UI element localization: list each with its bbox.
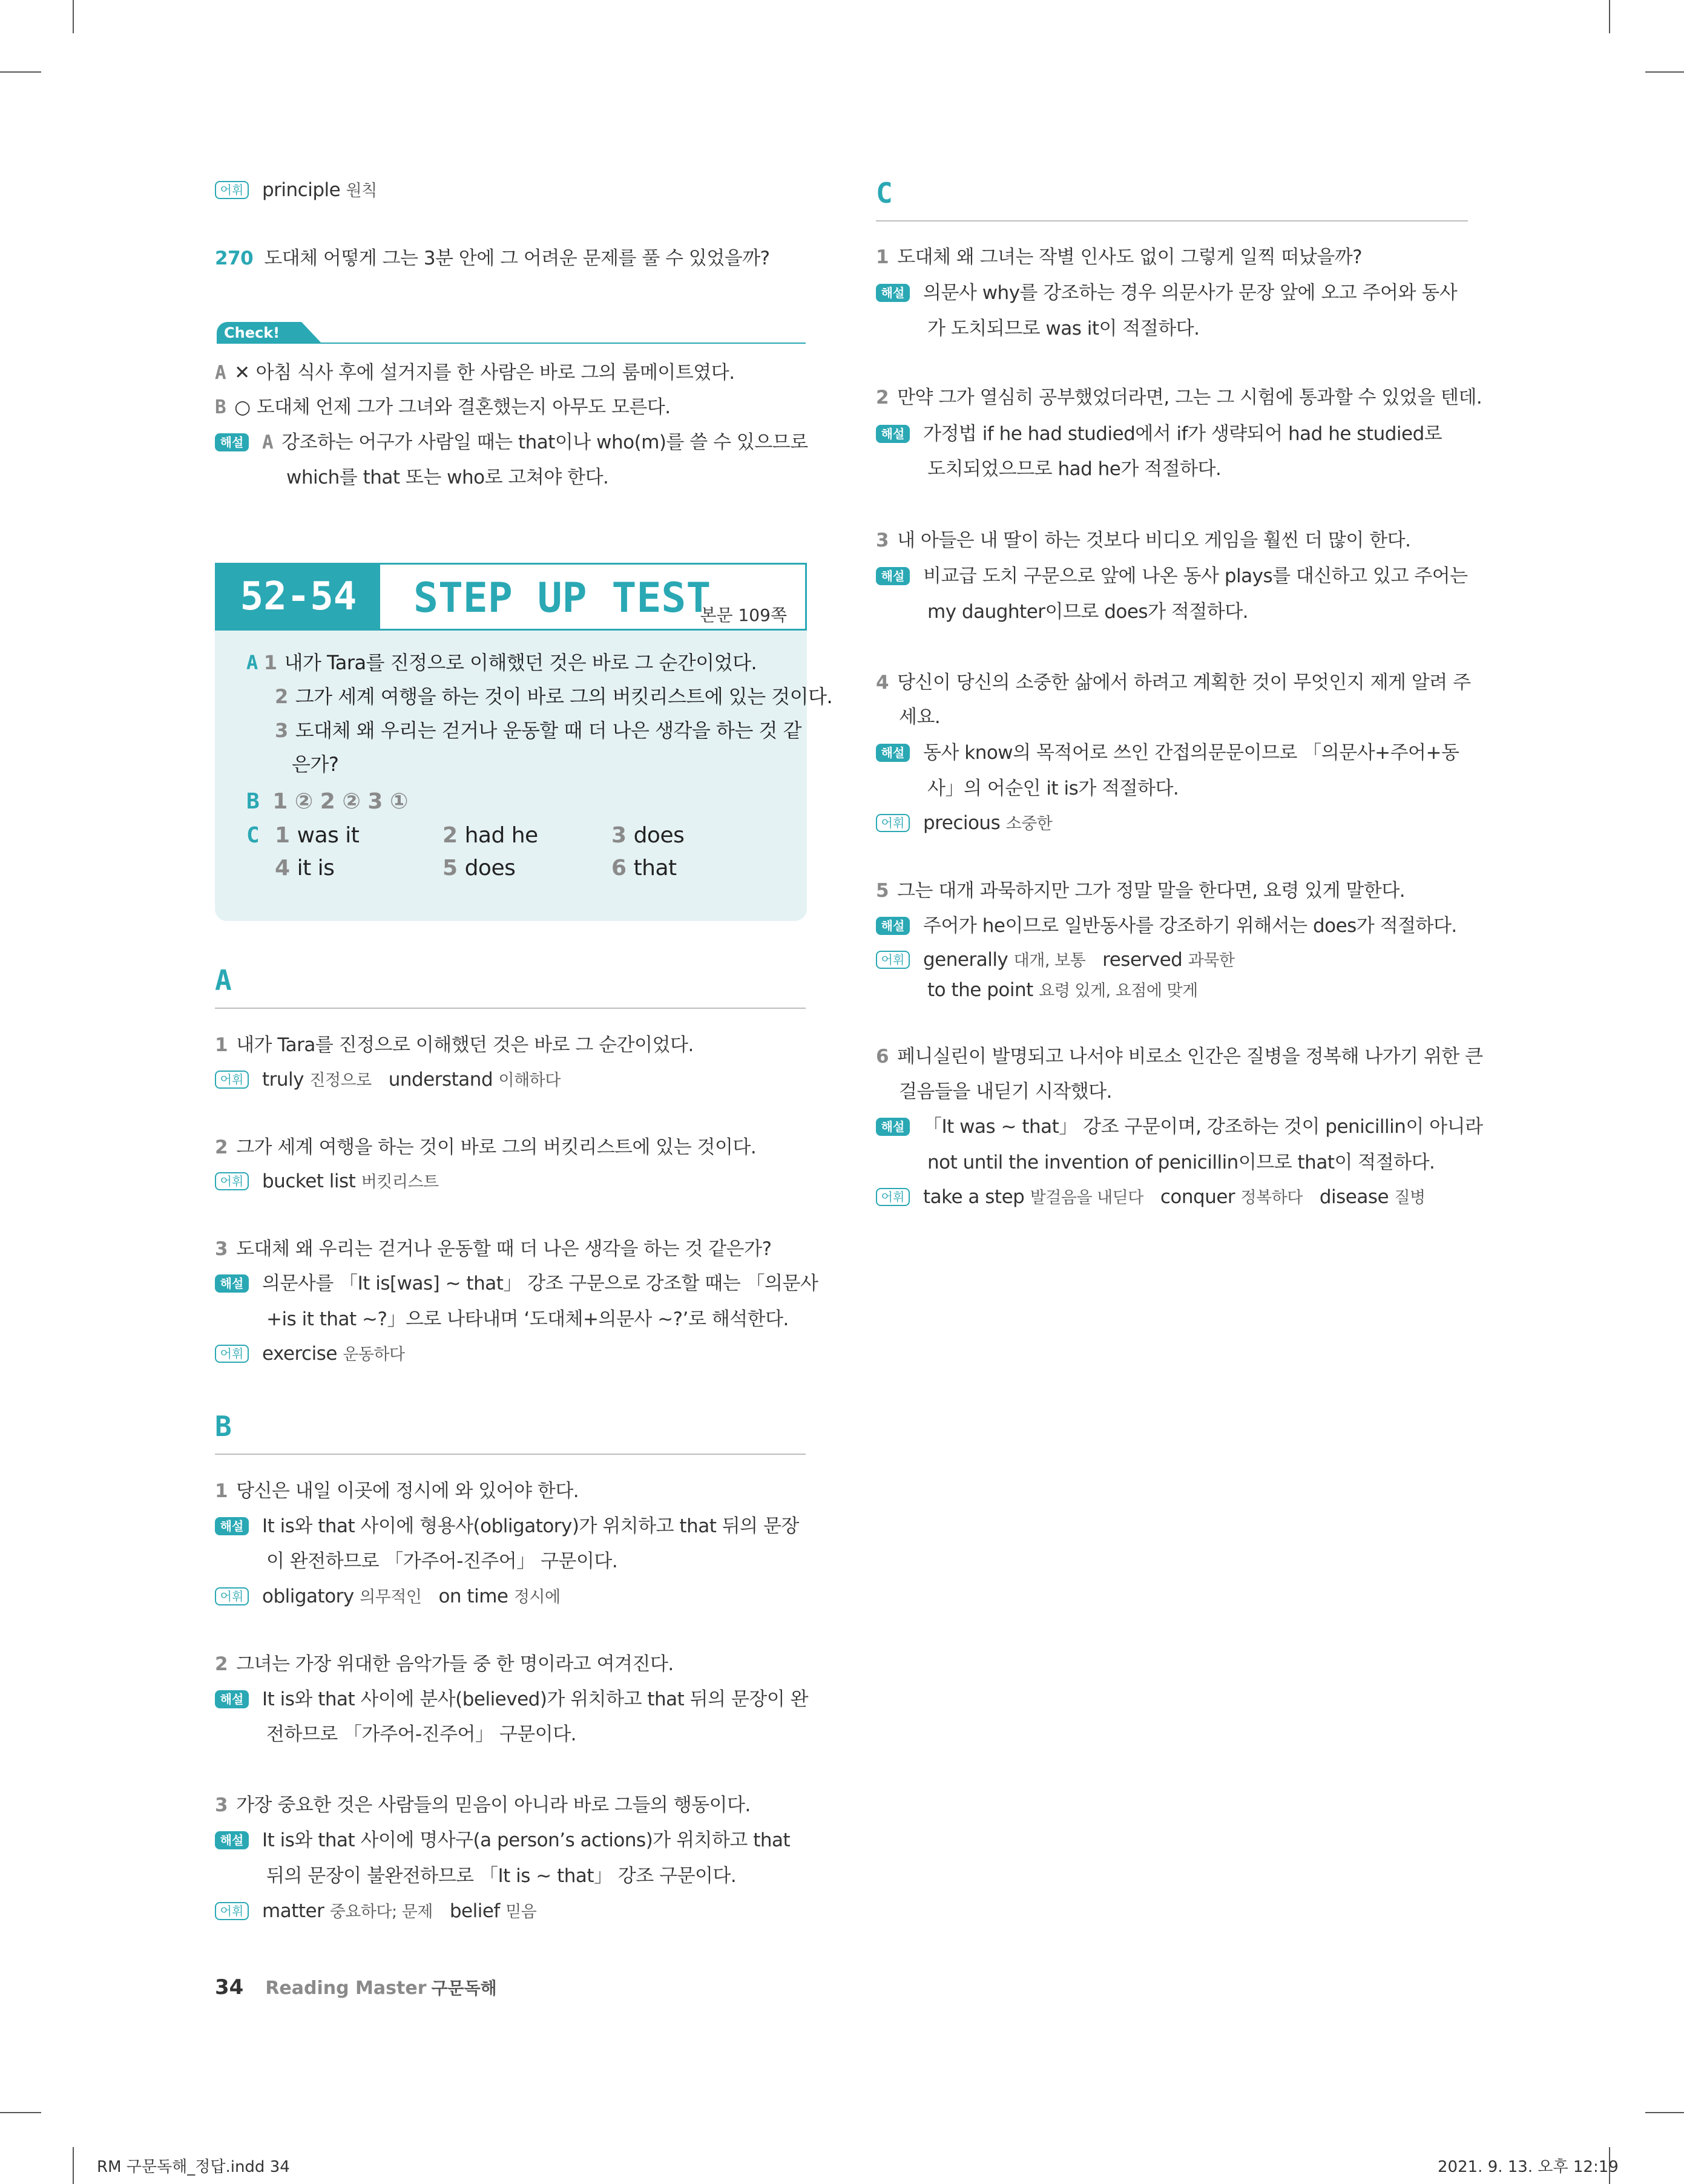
vocab-meaning: 운동하다: [343, 1345, 405, 1364]
c-q2: [876, 385, 1482, 410]
answer-number: 4: [275, 856, 290, 880]
answer-number: 3: [611, 823, 627, 848]
item-number: 4: [876, 672, 889, 694]
answer-text: 도대체 왜 우리는 걷거나 운동할 때 더 나은 생각을 하는 것 같: [295, 719, 802, 742]
step-unit-number: 52-54: [217, 565, 380, 629]
section-a-rule: [215, 1008, 806, 1009]
vocab-word: conquer: [1160, 1186, 1235, 1208]
c-q3: [876, 528, 1410, 553]
c-q4-vocab: [876, 811, 1052, 836]
check-rule: [301, 343, 806, 344]
crop-mark: [1609, 0, 1610, 33]
step-up-test-header: [215, 563, 807, 631]
item-number: 3: [215, 1794, 228, 1816]
explanation-badge: 해설: [876, 1118, 910, 1136]
vocab-meaning: 소중한: [1005, 815, 1053, 833]
check-text: 아침 식사 후에 설거지를 한 사람은 바로 그의 룸메이트였다.: [255, 362, 735, 384]
vocab-meaning: 질병: [1394, 1189, 1426, 1207]
vocab-word: disease: [1319, 1186, 1389, 1208]
step-up-test-box: [215, 563, 833, 921]
vocab-word: precious: [923, 812, 1001, 834]
answer-text: it is: [297, 856, 335, 880]
b-q1: [215, 1479, 579, 1503]
answer-number: 3: [275, 719, 288, 742]
c-q1: [876, 245, 1362, 269]
answer-letter: B: [246, 789, 260, 814]
answer-c4: [275, 854, 334, 882]
item-number: 5: [876, 880, 889, 902]
vocab-meaning: 믿음: [505, 1903, 537, 1921]
item-text: 도대체 왜 우리는 걷거나 운동할 때 더 나은 생각을 하는 것 같은가?: [236, 1238, 772, 1260]
item-text: 그가 세계 여행을 하는 것이 바로 그의 버킷리스트에 있는 것이다.: [236, 1136, 757, 1158]
vocab-word: truly: [262, 1069, 304, 1090]
explanation-badge: 해설: [215, 1690, 249, 1708]
b-q3-explanation-cont: 뒤의 문장이 불완전하므로 「It is ~ that」 강조 구문이다.: [266, 1865, 737, 1887]
c-q6-cont: 걸음들을 내딛기 시작했다.: [899, 1081, 1112, 1103]
crop-mark: [1645, 2112, 1684, 2113]
vocab-meaning: 과묵한: [1188, 951, 1235, 970]
a-q3: [215, 1237, 772, 1261]
crop-mark: [0, 71, 41, 73]
b-q3-vocab: [215, 1899, 536, 1924]
c-q5-explanation: [876, 914, 1457, 938]
vocab-meaning: 요령 있게, 요점에 맞게: [1039, 982, 1198, 1000]
section-c-heading: C: [876, 177, 893, 209]
print-date: 2021. 9. 13. 오후 12:19: [1438, 2158, 1619, 2176]
page-number: 34: [215, 1975, 244, 1999]
step-title: STEP UP TEST: [413, 574, 711, 622]
vocab-word: take a step: [923, 1186, 1025, 1208]
item-number: 2: [215, 1136, 228, 1158]
vocab-badge: 어휘: [876, 951, 910, 969]
a-q3-explanation-cont: +is it that ~?」으로 나타내며 ‘도대체+의문사 ~?’로 해석한다.: [266, 1308, 789, 1330]
c-q1-explanation-cont: 가 도치되므로 was it이 적절하다.: [927, 318, 1200, 339]
item-text: 당신이 당신의 소중한 삶에서 하려고 계획한 것이 무엇인지 제게 알려 주: [897, 672, 1471, 694]
answer-text: 그가 세계 여행을 하는 것이 바로 그의 버킷리스트에 있는 것이다.: [295, 685, 833, 708]
c-q5: [876, 879, 1405, 903]
explanation-text: 비교급 도치 구문으로 앞에 나온 동사 plays를 대신하고 있고 주어는: [923, 565, 1468, 587]
question-number: 270: [215, 248, 254, 269]
item-number: 1: [215, 1480, 228, 1502]
check-explanation: [215, 430, 808, 454]
item-number: 3: [876, 530, 889, 551]
vocab-principle: [215, 178, 377, 203]
c-q5-vocab: [876, 948, 1234, 973]
c-q5-vocab-cont: [927, 978, 1198, 1003]
vocab-word: generally: [923, 949, 1008, 971]
answer-c6: [611, 854, 677, 882]
vocab-meaning: 중요하다; 문제: [329, 1903, 433, 1921]
section-b-heading: B: [215, 1410, 232, 1443]
vocab-meaning: 정시에: [513, 1588, 561, 1607]
explanation-text: 의문사 why를 강조하는 경우 의문사가 문장 앞에 오고 주어와 동사: [923, 282, 1458, 304]
check-letter: B: [215, 396, 226, 418]
check-tab: Check!: [217, 322, 301, 344]
explanation-text: 가정법 if he had studied에서 if가 생략되어 had he studied로: [923, 423, 1442, 445]
vocab-meaning: 의무적인: [360, 1588, 422, 1607]
vocab-word: matter: [262, 1900, 324, 1922]
vocab-meaning: 진정으로: [309, 1071, 372, 1090]
answer-text: that: [633, 856, 677, 880]
answer-text: was it: [297, 823, 360, 848]
vocab-badge: 어휘: [876, 814, 910, 832]
answer-a2: [275, 683, 832, 710]
a-q3-vocab: [215, 1342, 405, 1367]
explanation-badge: 해설: [876, 567, 910, 585]
c-q6-vocab: [876, 1185, 1426, 1210]
answer-c3: [611, 822, 684, 850]
vocab-word: obligatory: [262, 1586, 354, 1607]
vocab-word: belief: [449, 1900, 500, 1922]
vocab-badge: 어휘: [215, 1071, 249, 1089]
answer-a3: [275, 717, 801, 744]
step-page-ref: 본문 109쪽: [700, 605, 787, 625]
page-footer: [215, 1975, 497, 1999]
item-number: 2: [876, 387, 889, 408]
question-text: 도대체 어떻게 그는 3분 안에 그 어려운 문제를 풀 수 있었을까?: [264, 248, 770, 269]
item-text: 내 아들은 내 딸이 하는 것보다 비디오 게임을 훨씬 더 많이 한다.: [897, 530, 1411, 551]
answer-b: [246, 788, 408, 816]
vocab-word: to the point: [927, 979, 1033, 1001]
a-q2: [215, 1135, 756, 1159]
item-number: 2: [215, 1653, 228, 1675]
vocab-badge: 어휘: [215, 1902, 249, 1920]
c-q3-explanation: [876, 564, 1468, 588]
vocab-badge: 어휘: [215, 181, 249, 199]
vocab-badge: 어휘: [215, 1172, 249, 1190]
answer-c5: [442, 854, 515, 882]
vocab-word: understand: [388, 1069, 493, 1090]
b-q2-explanation: [215, 1687, 808, 1711]
vocab-badge: 어휘: [215, 1587, 249, 1605]
item-text: 그녀는 가장 위대한 음악가들 중 한 명이라고 여겨진다.: [236, 1653, 674, 1675]
vocab-word: bucket list: [262, 1170, 356, 1192]
vocab-meaning: 대개, 보통: [1013, 951, 1086, 970]
a-q1: [215, 1033, 694, 1057]
b-q2-explanation-cont: 전하므로 「가주어-진주어」 구문이다.: [266, 1723, 576, 1745]
explanation-badge: 해설: [215, 433, 249, 451]
vocab-meaning: 원칙: [346, 182, 377, 200]
answer-a1: [246, 649, 757, 677]
c-q4: [876, 671, 1471, 695]
answer-text: had he: [464, 823, 538, 848]
explanation-text: 동사 know의 목적어로 쓰인 간접의문문이므로 「의문사+주어+동: [923, 742, 1459, 764]
c-q4-explanation-cont: 사」의 어순인 it is가 적절하다.: [927, 778, 1179, 799]
c-q2-explanation: [876, 422, 1442, 446]
b-q1-vocab: [215, 1584, 561, 1610]
print-file-info: RM 구문독해_정답.indd 34: [97, 2158, 290, 2176]
vocab-meaning: 이해하다: [498, 1071, 561, 1090]
c-q4-cont: 세요.: [899, 706, 941, 728]
vocab-badge: 어휘: [876, 1188, 910, 1206]
answer-number: 2: [275, 685, 288, 708]
answer-text: 1 ② 2 ② 3 ①: [272, 789, 408, 814]
vocab-meaning: 정복하다: [1240, 1189, 1303, 1207]
crop-mark: [1645, 71, 1684, 73]
c-q3-explanation-cont: my daughter이므로 does가 적절하다.: [927, 601, 1249, 623]
check-text: 도대체 언제 그가 그녀와 결혼했는지 아무도 모른다.: [256, 396, 671, 418]
explanation-text: 강조하는 어구가 사람일 때는 that이나 who(m)를 쓸 수 있으므로: [281, 431, 808, 453]
explanation-text: 의문사를 「It is[was] ~ that」 강조 구문으로 강조할 때는 「의문사: [262, 1273, 818, 1294]
vocab-word: reserved: [1102, 949, 1183, 971]
section-a-heading: A: [215, 964, 232, 997]
explanation-text: It is와 that 사이에 분사(believed)가 위치하고 that 뒤의 문장이 완: [262, 1688, 809, 1710]
explanation-text: It is와 that 사이에 형용사(obligatory)가 위치하고 that 뒤의 문장: [262, 1515, 799, 1537]
item-text: 그는 대개 과묵하지만 그가 정말 말을 한다면, 요령 있게 말한다.: [897, 880, 1406, 902]
book-title: Reading Master: [265, 1978, 427, 1999]
answer-text: does: [464, 856, 516, 880]
answer-c2: [442, 822, 538, 850]
item-text: 만약 그가 열심히 공부했었더라면, 그는 그 시험에 통과할 수 있었을 텐데.: [897, 387, 1482, 408]
b-q1-explanation: [215, 1514, 799, 1538]
crop-mark: [0, 2112, 41, 2113]
step-answers: [215, 631, 833, 921]
crop-mark: [73, 0, 74, 33]
b-q2: [215, 1652, 674, 1676]
check-letter: A: [262, 431, 274, 453]
b-q1-explanation-cont: 이 완전하므로 「가주어-진주어」 구문이다.: [266, 1550, 618, 1572]
vocab-word: principle: [262, 179, 341, 201]
a-q1-vocab: [215, 1067, 561, 1093]
b-q3-explanation: [215, 1828, 790, 1852]
answer-c-label: C: [246, 823, 260, 848]
explanation-badge: 해설: [876, 425, 910, 443]
check-item-b: [215, 395, 671, 419]
c-q4-explanation: [876, 741, 1459, 765]
item-number: 3: [215, 1238, 228, 1260]
answer-number: 2: [442, 823, 458, 848]
answer-text: does: [633, 823, 685, 848]
vocab-meaning: 발걸음을 내딛다: [1030, 1189, 1143, 1207]
answer-c1: [275, 822, 359, 850]
crop-mark: [73, 2147, 74, 2184]
answer-text: 내가 Tara를 진정으로 이해했던 것은 바로 그 순간이었다.: [284, 651, 757, 674]
c-q6-explanation-cont: not until the invention of penicillin이므로 that이 적절하다.: [927, 1152, 1435, 1173]
item-text: 도대체 왜 그녀는 작별 인사도 없이 그렇게 일찍 떠났을까?: [897, 246, 1363, 268]
item-text: 당신은 내일 이곳에 정시에 와 있어야 한다.: [236, 1480, 579, 1502]
c-q6-explanation: [876, 1115, 1483, 1139]
section-c-rule: [876, 220, 1468, 221]
a-q2-vocab: [215, 1169, 439, 1195]
explanation-text: 「It was ~ that」 강조 구문이며, 강조하는 것이 penicillin이 아니라: [923, 1116, 1483, 1138]
item-text: 내가 Tara를 진정으로 이해했던 것은 바로 그 순간이었다.: [236, 1034, 694, 1056]
item-text: 페니실린이 발명되고 나서야 비로소 인간은 질병을 정복해 나가기 위한 큰: [897, 1046, 1483, 1067]
vocab-word: on time: [438, 1586, 508, 1607]
item-number: 1: [215, 1034, 228, 1056]
explanation-text: It is와 that 사이에 명사구(a person’s actions)가 위치하고 that: [262, 1829, 791, 1851]
answer-number: 1: [275, 823, 290, 848]
answer-a3-cont: 은가?: [292, 753, 339, 776]
check-letter: A: [215, 362, 226, 384]
b-q3: [215, 1793, 751, 1817]
vocab-word: exercise: [262, 1343, 337, 1365]
c-q6: [876, 1044, 1483, 1069]
check-mark: ✕: [234, 362, 250, 384]
check-explanation-cont: which를 that 또는 who로 고쳐야 한다.: [286, 467, 609, 488]
item-number: 1: [876, 246, 889, 268]
explanation-badge: 해설: [215, 1517, 249, 1535]
check-mark: ○: [234, 396, 251, 418]
item-number: 6: [876, 1046, 889, 1067]
explanation-badge: 해설: [876, 917, 910, 935]
answer-number: 5: [442, 856, 458, 880]
explanation-badge: 해설: [215, 1274, 249, 1293]
explanation-badge: 해설: [876, 284, 910, 302]
item-text: 가장 중요한 것은 사람들의 믿음이 아니라 바로 그들의 행동이다.: [236, 1794, 751, 1816]
answer-number: 6: [611, 856, 627, 880]
vocab-meaning: 버킷리스트: [361, 1173, 439, 1192]
answer-number: 1: [263, 651, 277, 674]
explanation-text: 주어가 he이므로 일반동사를 강조하기 위해서는 does가 적절하다.: [923, 915, 1457, 937]
answer-letter: A: [246, 651, 258, 674]
vocab-badge: 어휘: [215, 1345, 249, 1363]
section-b-rule: [215, 1454, 806, 1455]
a-q3-explanation: [215, 1271, 818, 1296]
c-q1-explanation: [876, 281, 1457, 305]
c-q2-explanation-cont: 도치되었으므로 had he가 적절하다.: [927, 458, 1222, 480]
question-270: [215, 246, 770, 271]
book-subtitle: 구문독해: [431, 1978, 497, 1998]
explanation-badge: 해설: [876, 744, 910, 762]
check-item-a: [215, 361, 735, 385]
explanation-badge: 해설: [215, 1831, 249, 1849]
